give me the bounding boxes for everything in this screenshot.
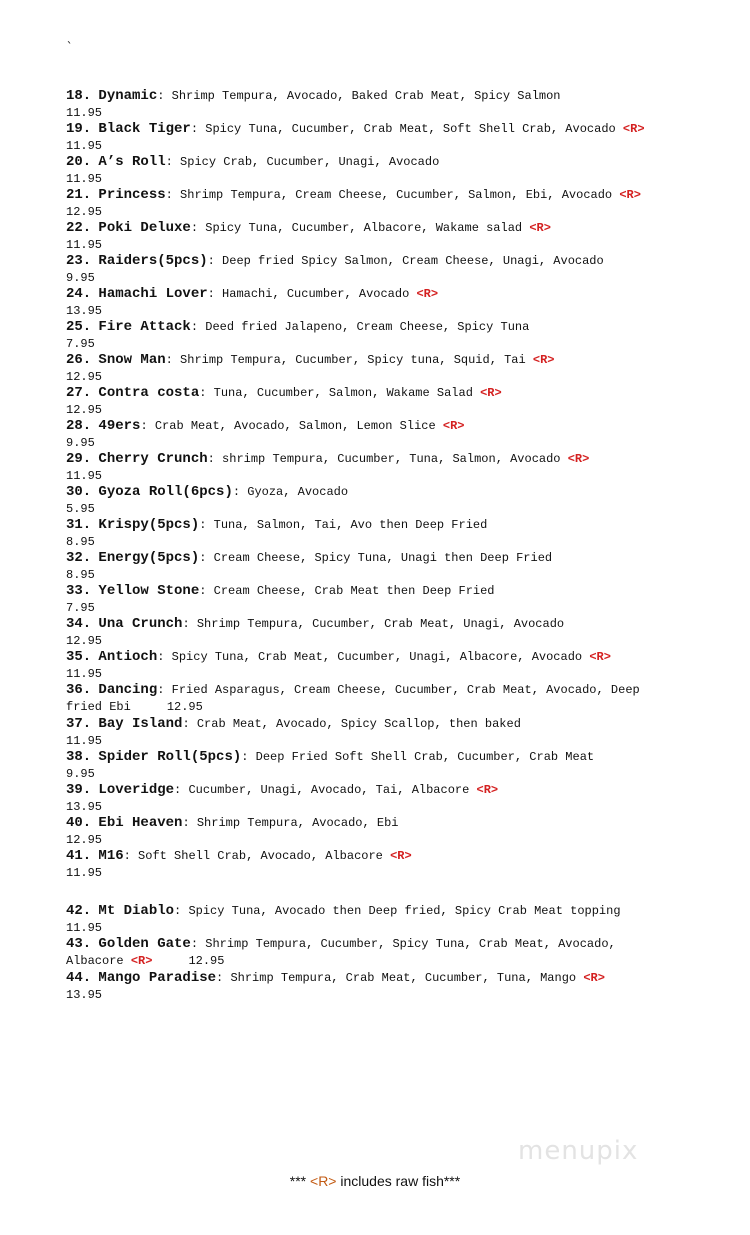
item-name: Contra costa [98, 385, 200, 401]
item-number: 34. [66, 616, 92, 632]
item-price: 11.95 [66, 921, 103, 935]
menu-item [66, 154, 676, 187]
menu-item-line [66, 583, 676, 600]
item-separator: : [199, 386, 207, 400]
item-separator: : [207, 254, 215, 268]
menu-item [66, 385, 676, 418]
item-name: 49ers [98, 418, 141, 434]
legend-prefix: *** [289, 1173, 311, 1189]
item-separator: : [190, 122, 199, 136]
menu-item-list [66, 88, 676, 1003]
item-price: 8.95 [66, 535, 95, 549]
item-price: 12.95 [66, 370, 103, 384]
item-separator: : [182, 816, 190, 830]
item-number: 44. [66, 970, 92, 986]
menu-item-line [66, 418, 676, 435]
item-number: 26. [66, 352, 92, 368]
menu-item [66, 484, 676, 517]
item-separator: : [182, 617, 190, 631]
item-separator: : [190, 221, 199, 235]
raw-fish-tag: <R> [589, 650, 611, 664]
raw-fish-tag: <R> [532, 353, 555, 367]
item-price: 9.95 [66, 436, 95, 450]
item-description: Deed fried Jalapeno, Cream Cheese, Spicy Tuna [205, 320, 530, 334]
item-number: 28. [66, 418, 92, 434]
item-description: Deep Fried Soft Shell Crab, Cucumber, Crab Meat [255, 750, 595, 764]
menu-item-line [66, 682, 676, 716]
item-price: 11.95 [66, 106, 103, 120]
item-name: Energy(5pcs) [98, 550, 200, 566]
item-description: Shrimp Tempura, Cucumber, Crab Meat, Unagi, Avocado [196, 617, 565, 631]
item-name: Golden Gate [98, 936, 191, 952]
raw-fish-tag: <R> [390, 849, 412, 863]
menu-item [66, 517, 676, 550]
item-separator: : [157, 650, 165, 664]
menu-item [66, 583, 676, 616]
item-description: Tuna, Cucumber, Salmon, Wakame Salad [213, 386, 473, 400]
menu-item [66, 749, 676, 782]
item-number: 42. [66, 903, 92, 919]
menu-item-line [66, 319, 676, 336]
menu-item [66, 418, 676, 451]
item-separator: : [165, 353, 173, 367]
item-separator: : [174, 904, 182, 918]
menu-item [66, 187, 676, 220]
menu-item-line [66, 616, 676, 633]
raw-fish-tag: <R> [416, 287, 439, 301]
menu-item-line [66, 484, 676, 501]
item-number: 39. [66, 782, 92, 798]
item-description: Spicy Crab, Cucumber, Unagi, Avocado [180, 155, 440, 169]
menu-item [66, 319, 676, 352]
menu-item-line [66, 88, 676, 105]
item-separator: : [123, 849, 131, 863]
item-description: Cucumber, Unagi, Avocado, Tai, Albacore [188, 783, 470, 797]
item-separator: : [232, 485, 241, 499]
item-price: 11.95 [66, 172, 103, 186]
menu-item [66, 815, 676, 848]
item-price: 12.95 [66, 205, 103, 219]
item-number: 24. [66, 286, 92, 302]
menu-item-line [66, 815, 676, 832]
menu-item [66, 550, 676, 583]
item-price: 12.95 [166, 700, 203, 714]
menu-item-line [66, 903, 676, 920]
menu-item [66, 616, 676, 649]
menu-item [66, 220, 676, 253]
menu-item-line [66, 848, 676, 865]
item-number: 36. [66, 682, 92, 698]
item-description: Gyoza, Avocado [247, 485, 349, 499]
item-name: Loveridge [98, 782, 175, 798]
item-separator: : [241, 750, 249, 764]
raw-fish-tag: <R> [583, 971, 605, 985]
raw-fish-tag: <R> [619, 188, 641, 202]
item-name: Mt Diablo [98, 903, 175, 919]
item-separator: : [199, 584, 207, 598]
raw-fish-tag: <R> [622, 122, 645, 136]
item-number: 29. [66, 451, 92, 467]
raw-fish-tag: <R> [480, 386, 502, 400]
menu-item-line [66, 782, 676, 799]
menu-item [66, 649, 676, 682]
item-price: 12.95 [66, 634, 103, 648]
item-separator: : [157, 683, 165, 697]
item-name: Bay Island [98, 716, 183, 732]
item-separator: : [165, 155, 173, 169]
menu-item [66, 970, 676, 1003]
menu-item [66, 286, 676, 319]
item-separator: : [207, 287, 215, 301]
item-name: Hamachi Lover [98, 286, 208, 302]
item-number: 25. [66, 319, 92, 335]
raw-fish-tag: <R> [567, 452, 590, 466]
item-separator: : [174, 783, 182, 797]
item-description: Shrimp Tempura, Avocado, Baked Crab Meat, Spicy Salmon [171, 89, 561, 103]
item-price: 9.95 [66, 767, 95, 781]
item-price: 7.95 [66, 601, 95, 615]
item-name: M16 [98, 848, 124, 864]
item-price: 12.95 [66, 833, 103, 847]
item-description: Shrimp Tempura, Avocado, Ebi [196, 816, 399, 830]
item-name: Krispy(5pcs) [98, 517, 200, 533]
stray-mark: ` [66, 40, 74, 54]
item-separator: : [165, 188, 173, 202]
menu-item-line [66, 749, 676, 766]
item-description: Shrimp Tempura, Cream Cheese, Cucumber, Salmon, Ebi, Avocado [180, 188, 613, 202]
menu-item [66, 716, 676, 749]
menu-item-line [66, 154, 676, 171]
item-price: 13.95 [66, 800, 103, 814]
menu-item [66, 121, 676, 154]
item-name: Yellow Stone [98, 583, 200, 599]
menu-item-line [66, 649, 676, 666]
item-number: 23. [66, 253, 92, 269]
item-price: 11.95 [66, 734, 103, 748]
menu-item-line [66, 970, 676, 987]
menu-item [66, 903, 676, 936]
item-separator: : [216, 971, 224, 985]
menu-item [66, 88, 676, 121]
menu-item-line [66, 253, 676, 270]
item-description: Spicy Tuna, Cucumber, Crab Meat, Soft Shell Crab, Avocado [205, 122, 616, 136]
raw-fish-tag: <R> [442, 419, 465, 433]
item-description: Tuna, Salmon, Tai, Avo then Deep Fried [213, 518, 488, 532]
item-number: 43. [66, 936, 92, 952]
item-number: 18. [66, 88, 92, 104]
item-number: 21. [66, 187, 92, 203]
item-name: Poki Deluxe [98, 220, 191, 236]
menu-item-line [66, 517, 676, 534]
menu-item-line [66, 550, 676, 567]
menu-item-line [66, 936, 676, 970]
item-description: Fried Asparagus, Cream Cheese, Cucumber, Crab Meat, Avocado, Deep fried Ebi [66, 683, 640, 714]
item-description: Shrimp Tempura, Cucumber, Spicy tuna, Squid, Tai [180, 353, 526, 367]
legend-suffix: includes raw fish*** [336, 1173, 461, 1189]
item-name: Ebi Heaven [98, 815, 183, 831]
item-description: Shrimp Tempura, Cucumber, Spicy Tuna, Crab Meat, Avocado, Albacore [66, 937, 616, 968]
item-separator: : [182, 717, 190, 731]
menu-item-line [66, 286, 676, 303]
item-description: Deep fried Spicy Salmon, Cream Cheese, Unagi, Avocado [222, 254, 604, 268]
menu-item [66, 936, 676, 970]
item-name: Snow Man [98, 352, 166, 368]
item-price: 11.95 [66, 238, 103, 252]
item-price: 12.95 [66, 403, 103, 417]
item-separator: : [190, 937, 199, 951]
item-separator: : [140, 419, 148, 433]
menu-item-line [66, 187, 676, 204]
item-name: Raiders(5pcs) [98, 253, 208, 269]
item-price: 11.95 [66, 139, 103, 153]
item-description: Shrimp Tempura, Crab Meat, Cucumber, Tuna, Mango [230, 971, 577, 985]
menu-item [66, 253, 676, 286]
item-name: Cherry Crunch [98, 451, 208, 467]
item-name: Black Tiger [98, 121, 191, 137]
item-description: Crab Meat, Avocado, Salmon, Lemon Slice [154, 419, 436, 433]
item-name: Antioch [98, 649, 158, 665]
item-number: 38. [66, 749, 92, 765]
item-number: 31. [66, 517, 92, 533]
legend-raw-tag: <R> [310, 1173, 337, 1189]
item-number: 41. [66, 848, 92, 864]
item-name: Spider Roll(5pcs) [98, 749, 242, 765]
menu-item [66, 848, 676, 881]
item-separator: : [207, 452, 215, 466]
item-price: 8.95 [66, 568, 95, 582]
item-number: 32. [66, 550, 92, 566]
menu-item-line [66, 451, 676, 468]
item-name: Dancing [98, 682, 158, 698]
menu-item-line [66, 385, 676, 402]
item-name: Dynamic [98, 88, 158, 104]
item-number: 40. [66, 815, 92, 831]
item-name: A’s Roll [98, 154, 166, 170]
item-number: 30. [66, 484, 92, 500]
item-price: 9.95 [66, 271, 95, 285]
item-price: 5.95 [66, 502, 95, 516]
item-description: Crab Meat, Avocado, Spicy Scallop, then baked [196, 717, 521, 731]
item-description: Cream Cheese, Spicy Tuna, Unagi then Deep Fried [213, 551, 553, 565]
watermark: menupix [518, 1136, 639, 1166]
item-price: 12.95 [188, 954, 225, 968]
item-name: Fire Attack [98, 319, 191, 335]
raw-fish-legend [0, 1173, 750, 1189]
item-name: Princess [98, 187, 166, 203]
menu-item [66, 782, 676, 815]
item-number: 33. [66, 583, 92, 599]
item-description: Soft Shell Crab, Avocado, Albacore [138, 849, 383, 863]
item-description: Spicy Tuna, Cucumber, Albacore, Wakame salad [205, 221, 523, 235]
raw-fish-tag: <R> [476, 783, 499, 797]
item-separator: : [199, 518, 207, 532]
menu-item-line [66, 716, 676, 733]
item-name: Mango Paradise [98, 970, 217, 986]
item-number: 27. [66, 385, 92, 401]
item-separator: : [190, 320, 199, 334]
item-separator: : [199, 551, 207, 565]
item-price: 11.95 [66, 469, 103, 483]
item-name: Una Crunch [98, 616, 183, 632]
menu-item-line [66, 121, 676, 138]
item-number: 19. [66, 121, 92, 137]
item-separator: : [157, 89, 165, 103]
item-price: 7.95 [66, 337, 95, 351]
menu-item [66, 682, 676, 716]
section-gap [66, 881, 676, 903]
menu-item [66, 451, 676, 484]
item-number: 37. [66, 716, 92, 732]
item-price: 11.95 [66, 866, 103, 880]
item-number: 22. [66, 220, 92, 236]
item-description: Cream Cheese, Crab Meat then Deep Fried [213, 584, 495, 598]
menu-item [66, 352, 676, 385]
item-description: Hamachi, Cucumber, Avocado [222, 287, 410, 301]
item-description: Spicy Tuna, Avocado then Deep fried, Spicy Crab Meat topping [188, 904, 621, 918]
item-description: shrimp Tempura, Cucumber, Tuna, Salmon, Avocado [222, 452, 561, 466]
raw-fish-tag: <R> [529, 221, 551, 235]
item-number: 20. [66, 154, 92, 170]
item-price: 13.95 [66, 304, 103, 318]
item-price: 13.95 [66, 988, 103, 1002]
item-description: Spicy Tuna, Crab Meat, Cucumber, Unagi, Albacore, Avocado [171, 650, 583, 664]
raw-fish-tag: <R> [130, 954, 153, 968]
menu-item-line [66, 352, 676, 369]
item-name: Gyoza Roll(6pcs) [98, 484, 233, 500]
item-number: 35. [66, 649, 92, 665]
menu-item-line [66, 220, 676, 237]
item-price: 11.95 [66, 667, 103, 681]
